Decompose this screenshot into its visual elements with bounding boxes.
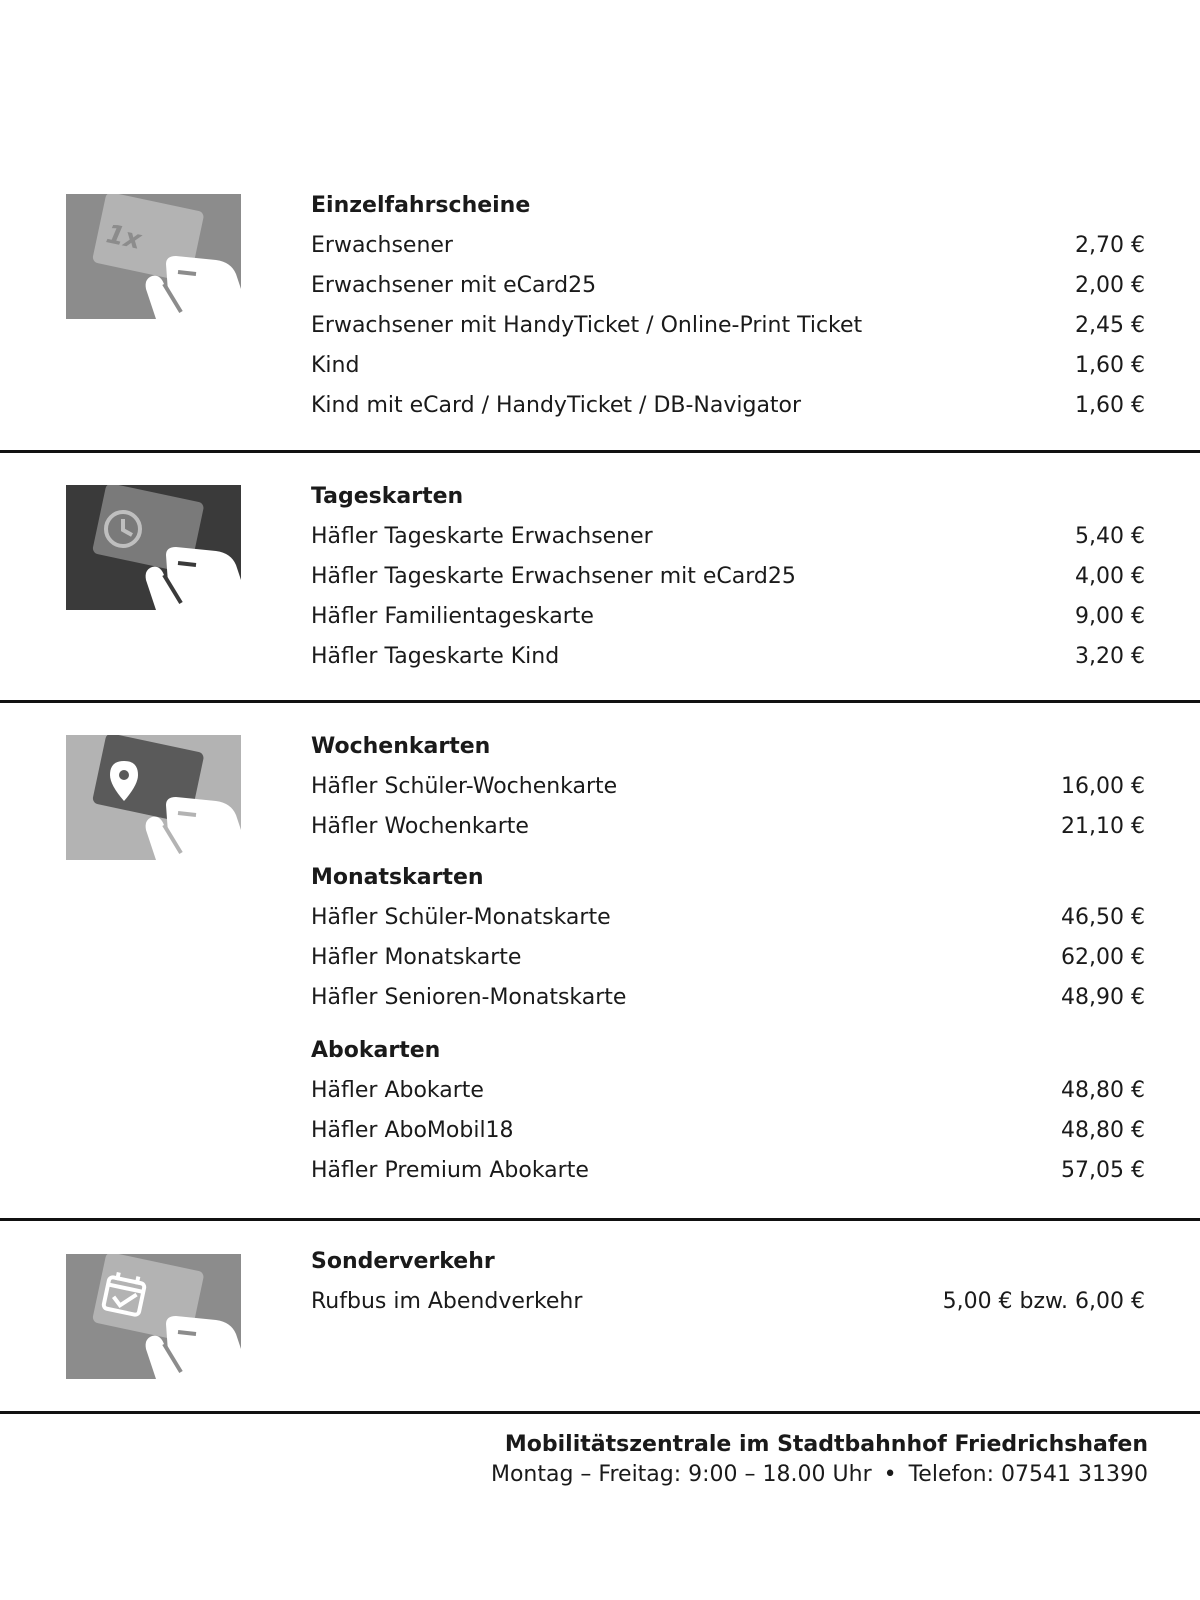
row-price: 16,00 €	[1061, 774, 1145, 799]
svg-text:1x: 1x	[103, 219, 144, 256]
price-row	[311, 557, 1145, 597]
row-label: Häfler Tageskarte Erwachsener mit eCard25	[311, 564, 796, 589]
section-divider	[0, 700, 1200, 703]
price-row	[311, 807, 1145, 847]
ticket-list	[311, 727, 1145, 1191]
separator-dot: •	[883, 1462, 897, 1487]
day-ticket-clock-card-icon	[66, 485, 241, 610]
row-label: Häfler Wochenkarte	[311, 814, 529, 839]
price-row	[311, 1282, 1145, 1322]
row-price: 21,10 €	[1061, 814, 1145, 839]
footer-title: Mobilitätszentrale im Stadtbahnhof Friedrichshafen	[504, 1432, 1148, 1457]
price-row	[311, 346, 1145, 386]
row-price: 4,00 €	[1075, 564, 1145, 589]
row-label: Erwachsener mit eCard25	[311, 273, 597, 298]
row-label: Erwachsener	[311, 233, 453, 258]
row-price: 2,00 €	[1075, 273, 1145, 298]
ticket-list	[311, 186, 1145, 426]
ticket-list	[311, 477, 1145, 677]
price-row	[311, 1071, 1145, 1111]
calendar-check-card-icon	[66, 1254, 241, 1379]
row-label: Erwachsener mit HandyTicket / Online-Print Ticket	[311, 313, 863, 338]
row-label: Häfler AboMobil18	[311, 1118, 514, 1143]
row-price: 62,00 €	[1061, 945, 1145, 970]
row-label: Häfler Schüler-Wochenkarte	[311, 774, 618, 799]
row-price: 2,70 €	[1075, 233, 1145, 258]
price-row	[311, 306, 1145, 346]
row-label: Rufbus im Abendverkehr	[311, 1289, 583, 1314]
row-label: Häfler Senioren-Monatskarte	[311, 985, 627, 1010]
group-title: Einzelfahrscheine	[311, 193, 531, 218]
row-price: 1,60 €	[1075, 393, 1145, 418]
phone-number: Telefon: 07541 31390	[908, 1462, 1148, 1487]
single-ticket-card-icon	[66, 194, 241, 319]
row-price: 57,05 €	[1061, 1158, 1145, 1183]
row-price: 48,80 €	[1061, 1078, 1145, 1103]
row-price: 3,20 €	[1075, 644, 1145, 669]
row-label: Häfler Tageskarte Kind	[311, 644, 560, 669]
price-row	[311, 1111, 1145, 1151]
section-divider	[0, 1411, 1200, 1414]
group-title: Tageskarten	[311, 484, 464, 509]
price-row	[311, 517, 1145, 557]
row-price: 5,00 € bzw. 6,00 €	[942, 1289, 1145, 1314]
row-label: Häfler Familientageskarte	[311, 604, 594, 629]
footer-contact	[491, 1430, 1148, 1490]
row-label: Häfler Schüler-Monatskarte	[311, 905, 611, 930]
price-row	[311, 938, 1145, 978]
price-row	[311, 637, 1145, 677]
row-price: 5,40 €	[1075, 524, 1145, 549]
row-label: Häfler Premium Abokarte	[311, 1158, 589, 1183]
opening-hours: Montag – Freitag: 9:00 – 18.00 Uhr	[490, 1462, 872, 1487]
group-title: Monatskarten	[311, 865, 484, 890]
row-price: 48,80 €	[1061, 1118, 1145, 1143]
spacer	[311, 847, 1145, 858]
row-price: 2,45 €	[1075, 313, 1145, 338]
row-label: Häfler Abokarte	[311, 1078, 484, 1103]
price-row	[311, 266, 1145, 306]
price-row	[311, 386, 1145, 426]
row-label: Häfler Monatskarte	[311, 945, 522, 970]
row-price: 9,00 €	[1075, 604, 1145, 629]
price-row	[311, 1151, 1145, 1191]
price-row	[311, 898, 1145, 938]
group-title: Abokarten	[311, 1038, 441, 1063]
price-row	[311, 767, 1145, 807]
row-price: 1,60 €	[1075, 353, 1145, 378]
footer-hours-phone	[491, 1460, 1148, 1490]
row-label: Kind mit eCard / HandyTicket / DB-Navigator	[311, 393, 802, 418]
section-divider	[0, 450, 1200, 453]
section-divider	[0, 1218, 1200, 1221]
price-row	[311, 597, 1145, 637]
row-price: 46,50 €	[1061, 905, 1145, 930]
ticket-list	[311, 1242, 1145, 1322]
group-title: Wochenkarten	[311, 734, 491, 759]
row-label: Häfler Tageskarte Erwachsener	[311, 524, 653, 549]
spacer	[311, 1018, 1145, 1031]
row-label: Kind	[311, 353, 360, 378]
price-row	[311, 978, 1145, 1018]
row-price: 48,90 €	[1061, 985, 1145, 1010]
location-pin-card-icon	[66, 735, 241, 860]
price-row	[311, 226, 1145, 266]
group-title: Sonderverkehr	[311, 1249, 495, 1274]
